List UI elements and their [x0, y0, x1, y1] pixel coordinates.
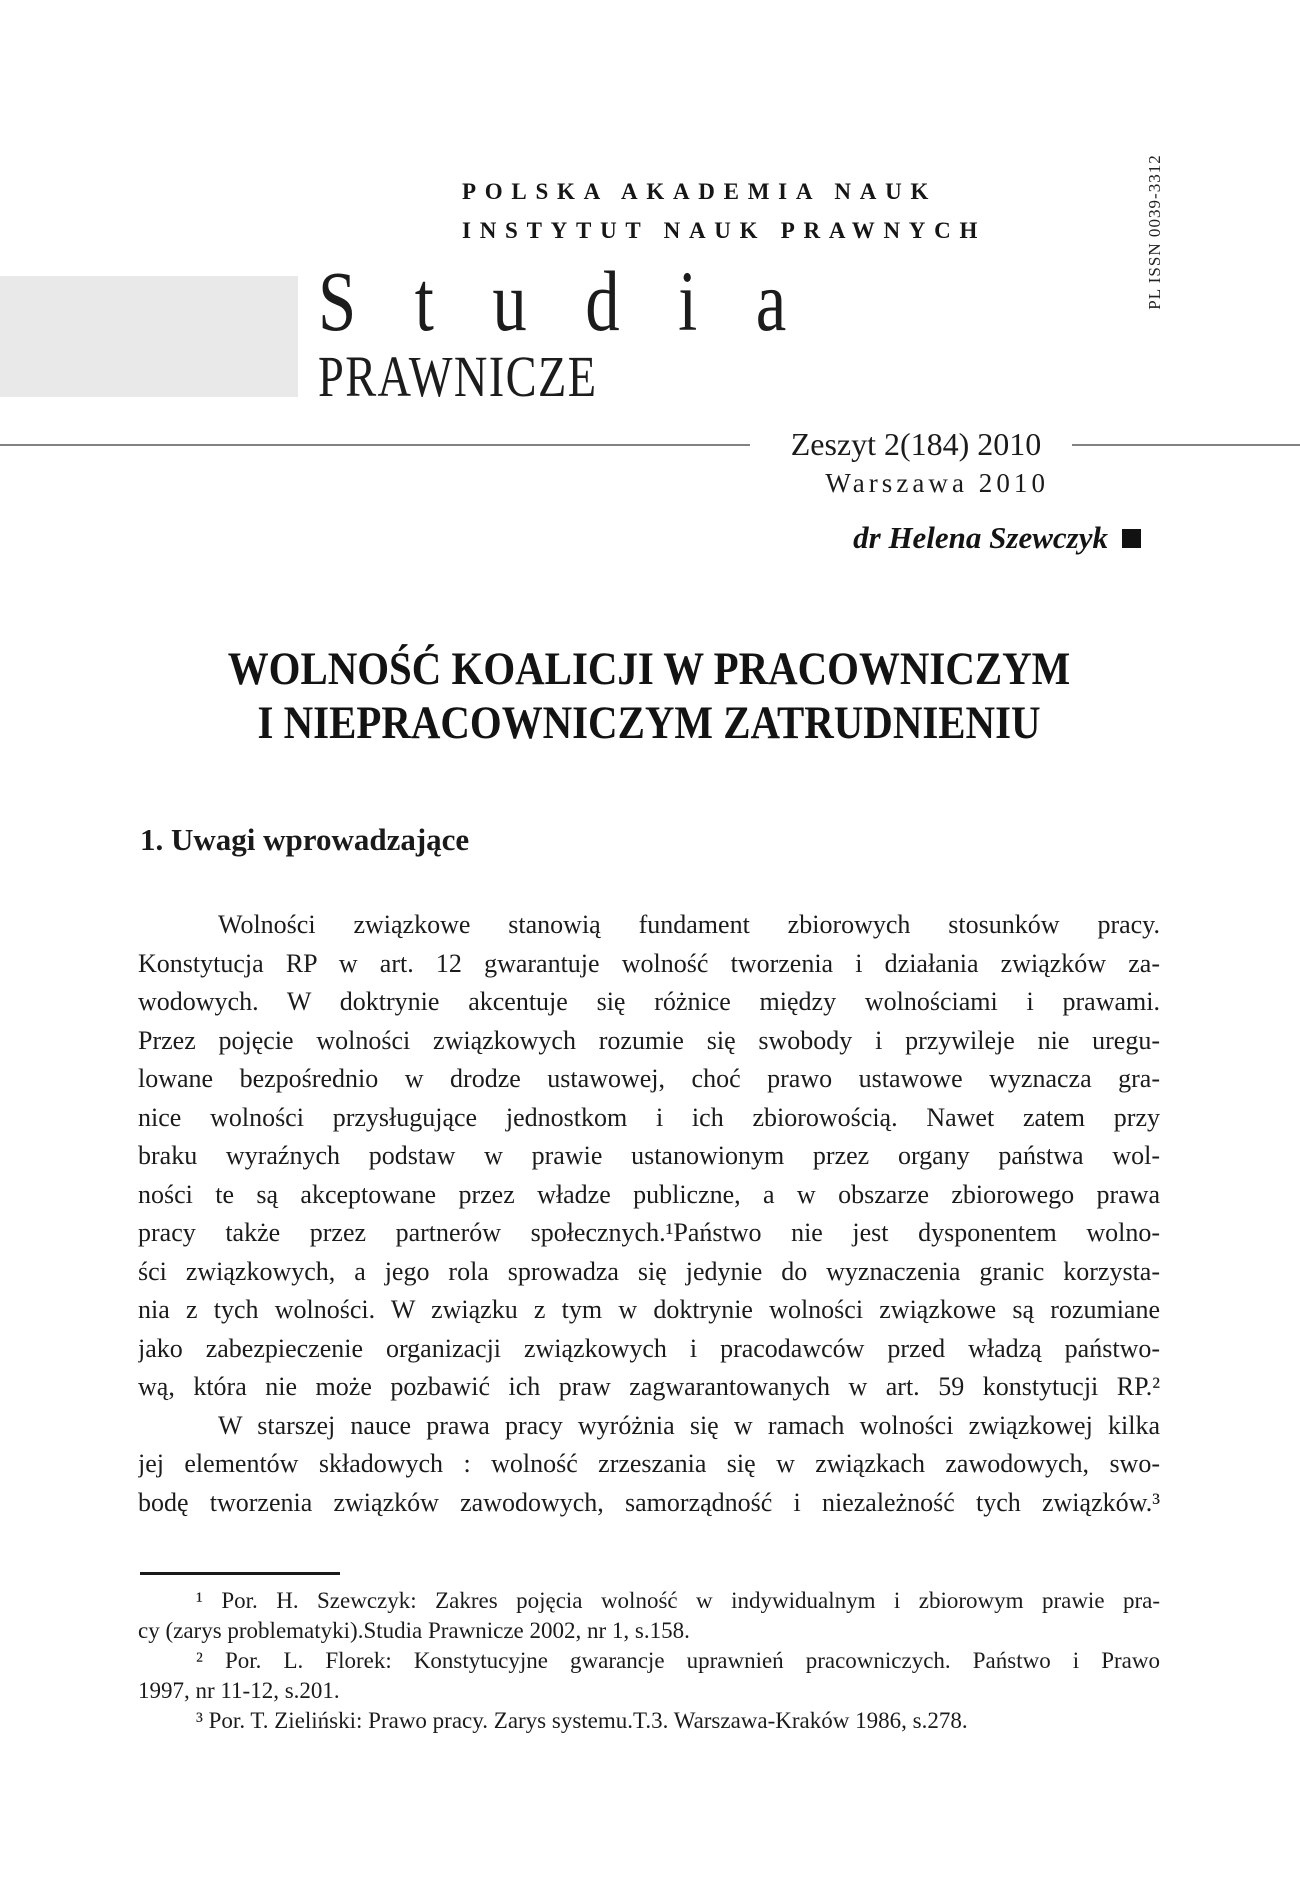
footnotes [138, 1586, 1160, 1736]
body-line: bodę tworzenia związków zawodowych, samorządność i niezależność tych związków.³ [138, 1487, 1160, 1517]
body-line: lowane bezpośrednio w drodze ustawowej, choć prawo ustawowe wyznacza gra- [138, 1064, 1160, 1093]
footnote-line: ¹ Por. H. Szewczyk: Zakres pojęcia wolność w indywidualnym i zbiorowym prawie pra- [196, 1588, 1160, 1613]
footnote-line: ² Por. L. Florek: Konstytucyjne gwarancje uprawnień pracowniczych. Państwo i Prawo [196, 1648, 1160, 1673]
body-text [138, 906, 1160, 1522]
place-year-label: Warszawa 2010 [825, 468, 1049, 498]
body-line: Wolności związkowe stanowią fundament zbiorowych stosunków pracy. [218, 910, 1160, 939]
issue-label: Zeszyt 2(184) 2010 [790, 426, 1042, 462]
publisher-block [462, 172, 986, 250]
body-line: jej elementów składowych : wolność zrzeszania się w związkach zawodowych, swo- [138, 1449, 1160, 1478]
body-line: wą, która nie może pozbawić ich praw zagwarantowanych w art. 59 konstytucji RP.² [138, 1372, 1160, 1401]
body-line: braku wyraźnych podstaw w prawie ustanowionym przez organy państwa wol- [138, 1141, 1160, 1170]
body-line: W starszej nauce prawa pracy wyróżnia się w ramach wolności związkowej kilka [218, 1410, 1160, 1440]
publisher-line1: POLSKA AKADEMIA NAUK [462, 179, 938, 204]
author-name: dr Helena Szewczyk [853, 520, 1108, 555]
publisher-line2: INSTYTUT NAUK PRAWNYCH [462, 218, 987, 243]
footnote-line: ³ Por. T. Zieliński: Prawo pracy. Zarys systemu.T.3. Warszawa-Kraków 1986, s.278. [196, 1708, 968, 1733]
journal-logo-studia: S t u d i a [318, 253, 807, 349]
footnote-separator [140, 1572, 340, 1575]
body-line: pracy także przez partnerów społecznych.¹Państwo nie jest dysponentem wolno- [138, 1218, 1160, 1247]
author-line [138, 520, 1141, 556]
masthead-rule-right [1072, 444, 1300, 446]
body-line: nice wolności przysługujące jednostkom i ich zbiorowością. Nawet zatem przy [138, 1102, 1160, 1132]
issn-vertical-label: PL ISSN 0039-3312 [1145, 154, 1164, 310]
body-line: jako zabezpieczenie organizacji związkowych i pracodawców przed władzą państwo- [138, 1333, 1160, 1363]
body-line: ści związkowych, a jego rola sprowadza się jedynie do wyznaczenia granic korzysta- [138, 1256, 1160, 1286]
section-heading: 1. Uwagi wprowadzające [140, 822, 470, 857]
masthead-rule-left [0, 444, 750, 446]
footnote-line: cy (zarys problematyki).Studia Prawnicze 2002, nr 1, s.158. [138, 1618, 690, 1643]
body-line: wodowych. W doktrynie akcentuje się różnice między wolnościami i prawami. [138, 987, 1160, 1016]
masthead-gray-block [0, 276, 298, 397]
article-title-line2: I NIEPRACOWNICZYM ZATRUDNIENIU [257, 697, 1041, 749]
body-line: Przez pojęcie wolności związkowych rozumie się swobody i przywileje nie uregu- [138, 1025, 1160, 1055]
body-line: nia z tych wolności. W związku z tym w doktrynie wolności związkowe są rozumiane [138, 1295, 1160, 1324]
author-end-square-icon [1122, 529, 1141, 548]
footnote-line: 1997, nr 11-12, s.201. [138, 1678, 340, 1703]
journal-logo-prawnicze: PRAWNICZE [318, 344, 598, 409]
article-title [138, 642, 1160, 750]
body-line: Konstytucja RP w art. 12 gwarantuje wolność tworzenia i działania związków za- [138, 948, 1160, 978]
body-line: ności te są akceptowane przez władze publiczne, a w obszarze zbiorowego prawa [138, 1179, 1160, 1209]
article-title-line1: WOLNOŚĆ KOALICJI W PRACOWNICZYM [227, 643, 1071, 695]
